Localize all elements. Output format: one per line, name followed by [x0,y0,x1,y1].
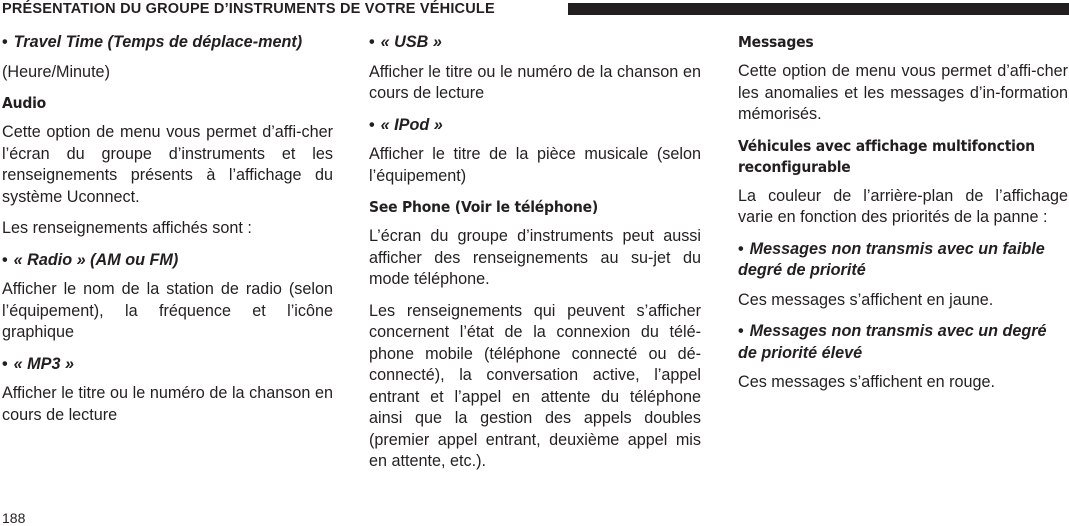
page-header [0,0,1069,20]
bullet-low-priority-text: Messages non transmis avec un faible degré de priorité [738,239,1045,279]
vehicles-description: La couleur de l’arrière-plan de l’affichage varie en fonction des priorités de la panne : [738,186,1068,226]
header-rule [568,3,1069,15]
column-3 [738,32,1068,394]
info-intro: Les renseignements affichés sont : [2,219,252,237]
mp3-description: Afficher le titre ou le numéro de la chanson en cours de lecture [2,384,333,424]
messages-description: Cette option de menu vous permet d’affi-cher les anomalies et les messages d’in-formation mémorisés. [738,62,1068,123]
bullet-low-priority [738,239,1068,282]
bullet-mp3-text: « MP3 » [13,354,74,373]
phone-description-details: Les renseignements qui peuvent s’afficher concernent l’état de la connexion du télé-phone mobile (téléphone connecté ou dé-connecté), la conversation active, l’appel entrant et l’appel en attente du téléphone ainsi que la gestion des appels doubles (premier appel entrant, deuxième appel mis en attente, etc.). [369,301,701,470]
heading-messages: Messages [738,33,814,51]
bullet-dot: • [2,354,8,373]
bullet-high-priority [738,321,1068,364]
radio-description: Afficher le nom de la station de radio (selon l’équipement), la fréquence et l’icône graphique [2,280,333,341]
usb-description: Afficher le titre ou le numéro de la chanson en cours de lecture [369,62,701,102]
bullet-travel-time [2,32,333,54]
column-1 [2,32,333,426]
phone-description: L’écran du groupe d’instruments peut aussi afficher des renseignements au su-jet du mode téléphone. [369,227,701,288]
bullet-usb-text: « USB » [380,33,442,51]
bullet-dot: • [369,33,375,51]
bullet-high-priority-text: Messages non transmis avec un degré de priorité élevé [738,322,1047,362]
bullet-mp3 [2,354,333,376]
ipod-description: Afficher le titre de la pièce musicale (selon l’équipement) [369,145,701,185]
bullet-usb [369,32,701,54]
travel-units: (Heure/Minute) [2,62,110,81]
column-2 [369,32,701,473]
bullet-ipod [369,115,701,137]
bullet-radio-text: « Radio » (AM ou FM) [13,250,179,269]
page-number: 188 [2,510,26,526]
low-priority-description: Ces messages s’affichent en jaune. [738,290,994,309]
heading-audio: Audio [2,94,47,112]
heading-vehicles-display: Véhicules avec affichage multifonction reconfigurable [738,136,1035,176]
bullet-dot: • [738,322,744,340]
header-title: PRÉSENTATION DU GROUPE D’INSTRUMENTS DE VOTRE VÉHICULE [2,1,495,17]
bullet-radio [2,250,333,272]
bullet-travel-time-text: Travel Time (Temps de déplace-ment) [13,33,303,51]
bullet-dot: • [369,115,375,134]
audio-description: Cette option de menu vous permet d’affi-cher l’écran du groupe d’instruments et les renseignements présents à l’affichage du système Uconnect. [2,123,333,206]
bullet-ipod-text: « IPod » [380,115,443,134]
heading-see-phone: See Phone (Voir le téléphone) [369,198,599,216]
high-priority-description: Ces messages s’affichent en rouge. [738,373,996,391]
bullet-dot: • [2,250,8,269]
bullet-dot: • [2,33,8,51]
bullet-dot: • [738,239,744,258]
